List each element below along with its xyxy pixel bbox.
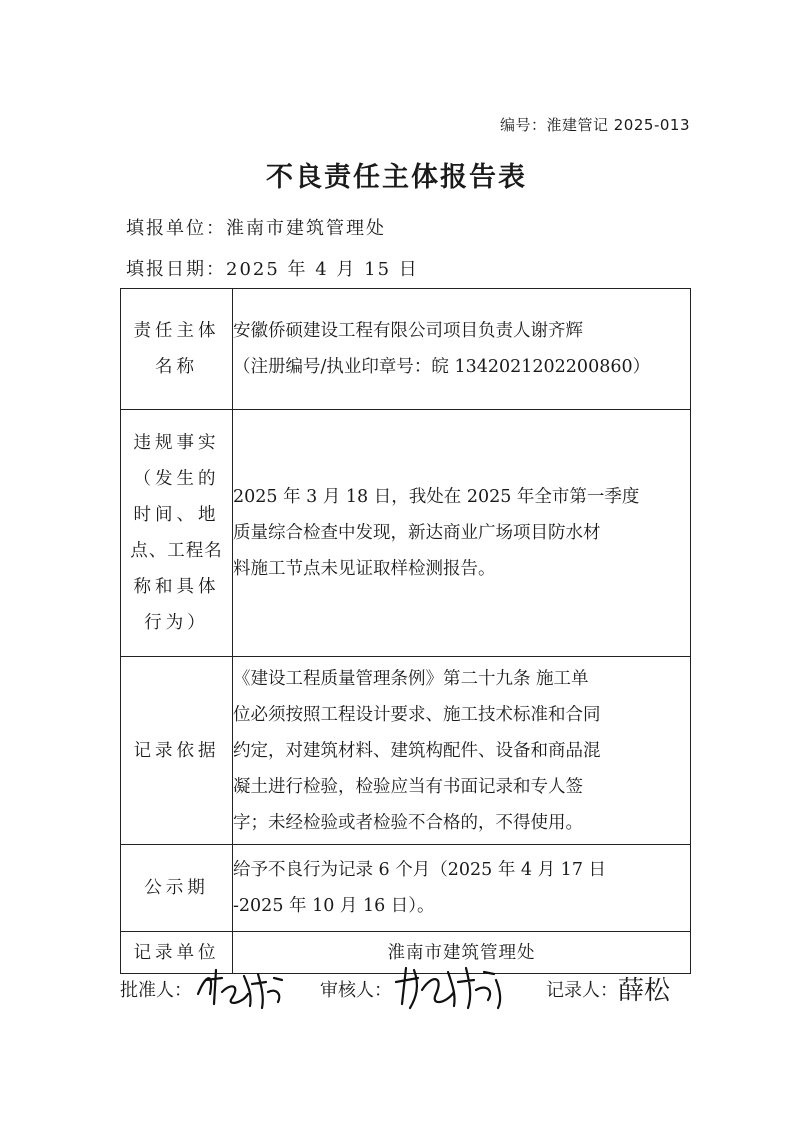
- row-label: [121, 289, 233, 410]
- label-line: （发生的: [133, 469, 220, 489]
- value-line: 字；未经检验或者检验不合格的，不得使用。: [233, 812, 583, 833]
- value-line: 《建设工程质量管理条例》第二十九条 施工单: [233, 668, 589, 689]
- row-value: [233, 845, 691, 932]
- table-row: [121, 410, 691, 657]
- recorder-label: 记录人：: [546, 980, 618, 1001]
- row-value: [233, 410, 691, 657]
- report-table: [120, 288, 691, 974]
- row-value: [233, 657, 691, 845]
- value-line: 安徽侨硕建设工程有限公司项目负责人谢齐辉: [233, 321, 583, 341]
- reviewer-signature-icon: [392, 960, 508, 1014]
- value-line: 凝土进行检验，检验应当有书面记录和专人签: [233, 776, 583, 797]
- value-line: -2025 年 10 月 16 日）。: [233, 896, 435, 916]
- row-label: [121, 657, 233, 845]
- document-title: 不良责任主体报告表: [266, 162, 527, 193]
- label-line: 记录依据: [133, 740, 220, 761]
- value-line: 约定，对建筑材料、建筑构配件、设备和商品混: [233, 740, 601, 761]
- reporting-date: 填报日期：2025 年 4 月 15 日: [126, 259, 419, 280]
- approver-label: 批准人：: [120, 980, 192, 1001]
- label-line: 公示期: [144, 878, 209, 898]
- document-number: 编号：淮建管记 2025-013: [500, 116, 690, 134]
- value-line: 料施工节点未见证取样检测报告。: [233, 559, 496, 579]
- approver-signature-icon: [192, 964, 288, 1012]
- table-row: [121, 845, 691, 932]
- label-line: 名称: [155, 357, 198, 377]
- label-line: 违规事实: [133, 433, 220, 453]
- value-line: （注册编号/执业印章号：皖 1342021202200860）: [233, 357, 651, 377]
- row-label: [121, 410, 233, 657]
- recorder-signature: 薛松: [618, 976, 671, 1006]
- reporting-unit: 填报单位：淮南市建筑管理处: [126, 218, 386, 239]
- label-line: 称和具体: [133, 577, 220, 597]
- table-row: [121, 289, 691, 410]
- label-line: 记录单位: [133, 942, 220, 963]
- value-line: 2025 年 3 月 18 日，我处在 2025 年全市第一季度: [233, 487, 640, 507]
- label-line: 行为）: [144, 613, 209, 633]
- row-label: [121, 845, 233, 932]
- reviewer-label: 审核人：: [320, 980, 392, 1001]
- value-line: 位必须按照工程设计要求、施工技术标准和合同: [233, 704, 601, 725]
- label-line: 责任主体: [133, 321, 220, 341]
- label-line: 时间、地: [133, 505, 220, 525]
- table-row: [121, 657, 691, 845]
- value-line: 淮南市建筑管理处: [387, 942, 536, 963]
- row-value: [233, 289, 691, 410]
- value-line: 给予不良行为记录 6 个月（2025 年 4 月 17 日: [233, 860, 607, 880]
- signature-row: [120, 970, 700, 1020]
- value-line: 质量综合检查中发现，新达商业广场项目防水材: [233, 523, 601, 543]
- label-line: 点、工程名: [130, 541, 223, 561]
